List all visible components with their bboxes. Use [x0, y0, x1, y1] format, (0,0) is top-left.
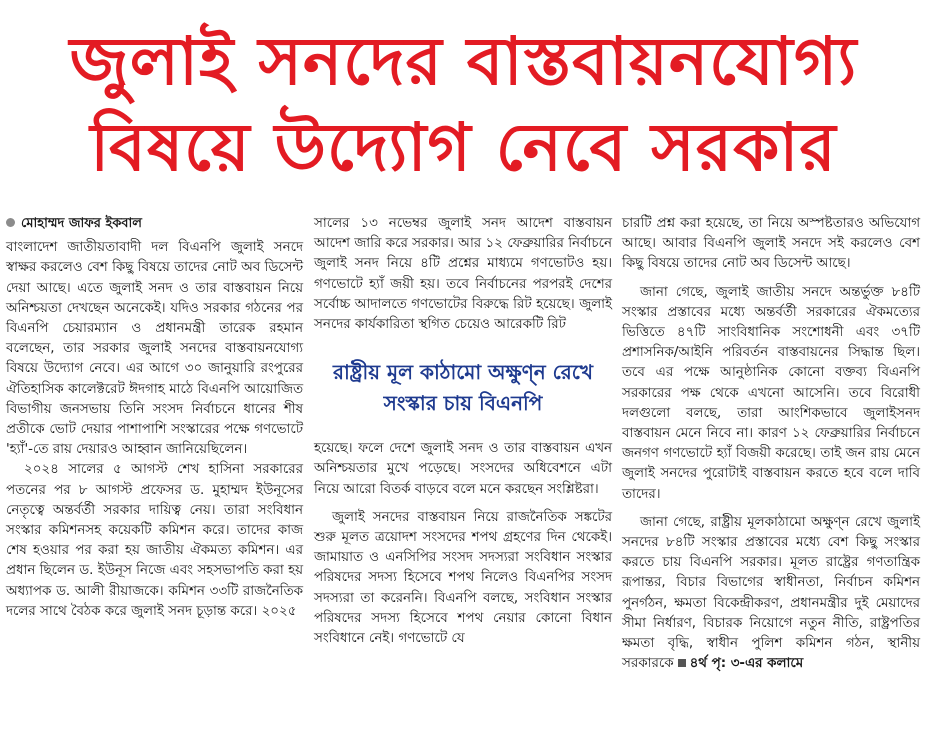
author-name: মোহাম্মদ জাফর ইকবাল	[21, 216, 142, 231]
paragraph: বাংলাদেশ জাতীয়তাবাদী দল বিএনপি জুলাই সনদে স্বাক্ষর করলেও বেশ কিছু বিষয়ে তাদের নোট অব ডিসেন্ট দেয়া আছে। এতে জুলাই সনদ ও তার বাস্তবায়ন নিয়ে অনিশ্চয়তা দেখছেন অনেকেই। যদিও সরকার গঠনের পর বিএনপি চেয়ারম্যান ও প্রধানমন্ত্রী তারেক রহমান বলেছেন, তার সরকার জুলাই সনদের বাস্তবায়নযোগ্য বিষয়ে উদ্যোগ নেবে। এর আগে ৩০ জানুয়ারি রংপুরের ঐতিহাসিক কালেক্টরেট ঈদগাহ মাঠে বিএনপি আয়োজিত বিভাগীয় জনসভায় তিনি সংসদ নির্বাচনে ধানের শীষ প্রতীকে ভোট দেয়ার পাশাপাশি সংস্কারের পক্ষে গণভোটে 'হ্যাঁ'-তে রায় দেয়ারও আহ্বান জানিয়েছিলেন।	[6, 240, 303, 458]
paragraph-text: জানা গেছে, রাষ্ট্রীয় মূলকাঠামো অক্ষুণ্ন রেখে জুলাই সনদের ৮৪টি সংস্কার প্রস্তাবের মধ্যে বেশ কিছু সংস্কার করতে চায় বিএনপি সরকার। মূলত রাষ্ট্রের গণতান্ত্রিক রূপান্তর, বিচার বিভাগের স্বাধীনতা, নির্বাচন কমিশন পুনর্গঠন, ক্ষমতা বিকেন্দ্রীকরণ, প্রধানমন্ত্রীর দুই মেয়াদের সীমা নির্ধারণ, বিচারক নিয়োগে নতুন নীতি, রাষ্ট্রপতির ক্ষমতা বৃদ্ধি, স্বাধীন পুলিশ কমিশন গঠন, স্থানীয় সরকারকে	[622, 514, 920, 672]
article-column-2	[314, 214, 612, 649]
headline-line-1: জুলাই সনদের বাস্তবায়নযোগ্য	[69, 23, 858, 100]
paragraph: ২০২৪ সালের ৫ আগস্ট শেখ হাসিনা সরকারের পতনের পর ৮ আগস্ট প্রফেসর ড. মুহাম্মদ ইউনূসের নেতৃত্বে অন্তর্বর্তী সরকার দায়িত্ব নেয়। তারা সংবিধান সংস্কার কমিশনসহ কয়েকটি কমিশন করে। তাদের কাজ শেষ হওয়ার পর করা হয় জাতীয় ঐকমত্য কমিশন। এর প্রধান ছিলেন ড. ইউনূস নিজে এবং সহসভাপতি করা হয় অধ্যাপক ড. আলী রীয়াজকে। কমিশন ৩৩টি রাজনৈতিক দলের সাথে বৈঠক করে জুলাই সনদ চূড়ান্ত করে। ২০২৫	[6, 462, 303, 619]
continued-on-page[interactable]: ৪র্থ পৃ: ৩-এর কলামে	[689, 656, 804, 672]
article-column-1	[6, 214, 303, 622]
bullet-icon	[6, 218, 15, 227]
paragraph: জুলাই সনদের বাস্তবায়ন নিয়ে রাজনৈতিক সঙ্কটের শুরু মূলত ত্রয়োদশ সংসদের শপথ গ্রহণের দিন থেকেই। জামায়াত ও এনসিপির সংসদ সদস্যরা সংবিধান সংস্কার পরিষদের সদস্য হিসেবে শপথ নিলেও বিএনপির সংসদ সদস্যরা তা করেননি। বিএনপি বলছে, সংবিধান সংস্কার পরিষদের সদস্য হিসেবে শপথ নেয়ার কোনো বিধান সংবিধানে নেই। গণভোটে যে	[314, 509, 612, 647]
paragraph: সালের ১৩ নভেম্বর জুলাই সনদ আদেশ বাস্তবায়ন আদেশ জারি করে সরকার। আর ১২ ফেব্রুয়ারির নির্বাচনে জুলাই সনদ নিয়ে ৪টি প্রশ্নের মাধ্যমে গণভোটও হয়। গণভোটে হ্যাঁ জয়ী হয়। তবে নির্বাচনের পরপরই দেশের সর্বোচ্চ আদালতে গণভোটের বিরুদ্ধে রিট হয়েছে। জুলাই সনদের কার্যকারিতা স্থগিত চেয়েও আরেকটি রিট	[314, 216, 612, 333]
byline	[6, 214, 303, 234]
headline-line-2: বিষয়ে উদ্যোগ নেবে সরকার	[90, 109, 837, 186]
paragraph: জানা গেছে, জুলাই জাতীয় সনদে অন্তর্ভুক্ত ৮৪টি সংস্কার প্রস্তাবের মধ্যে অন্তর্বর্তী সরকারের ঐকমত্যের ভিত্তিতে ৪৭টি সাংবিধানিক সংশোধনী এবং ৩৭টি প্রশাসনিক/আইনি পরিবর্তন বাস্তবায়নের সিদ্ধান্ত ছিল। তবে এর পক্ষে আনুষ্ঠানিক কোনো বক্তব্য বিএনপি সরকারের পক্ষ থেকে এখনো আসেনি। তবে বিরোধী দলগুলো বলছে, তারা আংশিকভাবে জুলাইসনদ বাস্তবায়ন মেনে নিবে না। কারণ ১২ ফেব্রুয়ারির নির্বাচনে জনগণ গণভোটে হ্যাঁ বিজয়ী করেছে। তাই জন রায় মেনে জুলাই সনদের পুরোটাই বাস্তবায়ন করতে হবে বলে দাবি তাদের।	[622, 284, 920, 502]
paragraph	[622, 513, 920, 675]
paragraph: চারটি প্রশ্ন করা হয়েছে, তা নিয়ে অস্পষ্টতারও অভিযোগ আছে। আবার বিএনপি জুলাই সনদে সই করলেও বেশ কিছু বিষয়ে তাদের নোট অব ডিসেন্ট আছে।	[622, 216, 920, 272]
article-column-3	[622, 214, 920, 674]
paragraph: হয়েছে। ফলে দেশে জুলাই সনদ ও তার বাস্তবায়ন এখন অনিশ্চয়তার মুখে পড়েছে। সংসদের অধিবেশনে এটা নিয়ে আরো বিতর্ক বাড়বে বলে মনে করছেন সংশ্লিষ্টরা।	[314, 441, 612, 497]
square-icon	[678, 659, 686, 667]
pull-quote: রাষ্ট্রীয় মূল কাঠামো অক্ষুণ্ন রেখে সংস্কার চায় বিএনপি	[333, 360, 593, 416]
